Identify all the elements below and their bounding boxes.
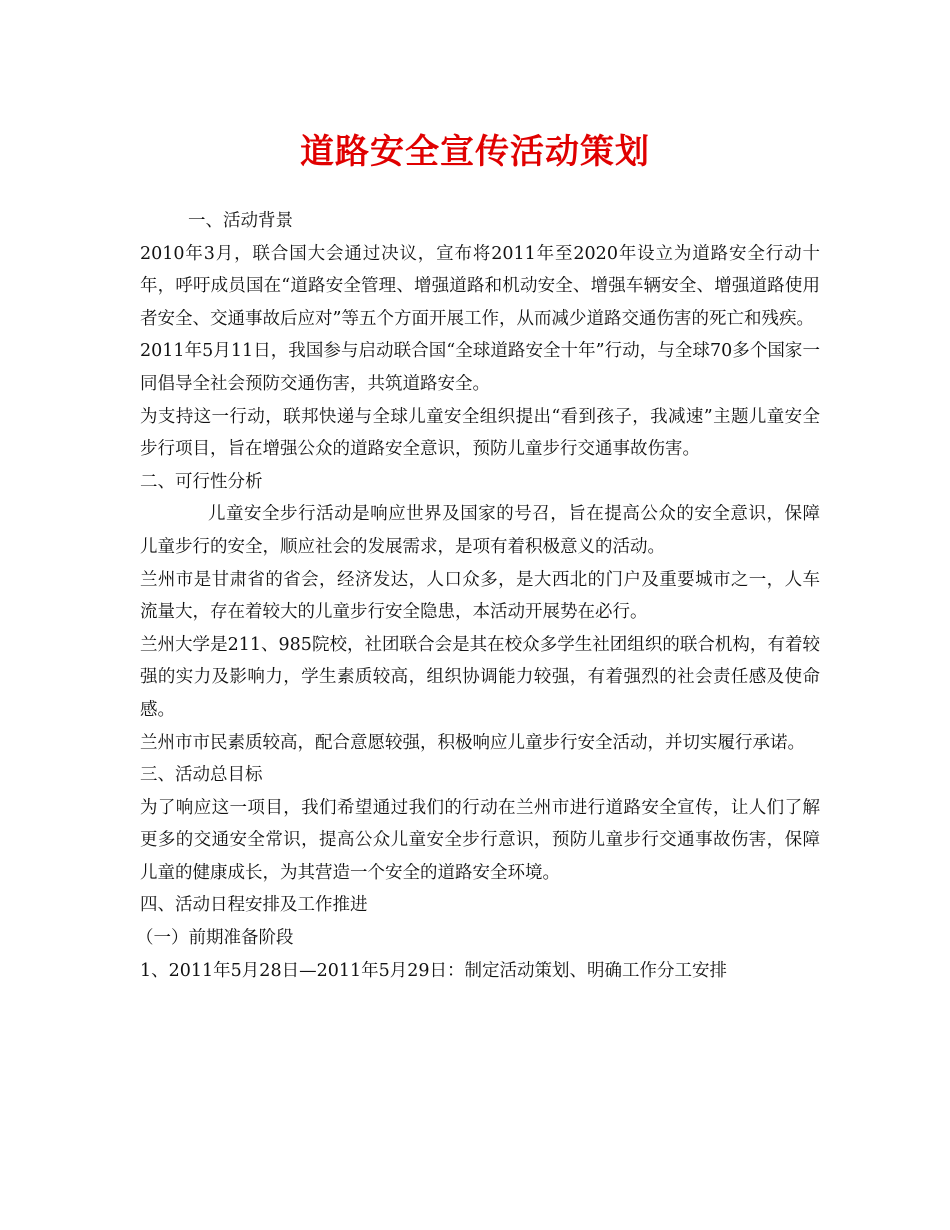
subsection-heading-preparation: （一）前期准备阶段: [136, 928, 294, 949]
section-heading-feasibility: 二、可行性分析: [140, 471, 263, 492]
paragraph: 为了响应这一项目，我们希望通过我们的行动在兰州市进行道路安全宣传，让人们了解更多的交通安全常识，提高公众儿童安全步行意识，预防儿童步行交通事故伤害，保障儿童的健康成长，为其营造一个安全的道路安全环境。: [140, 797, 820, 883]
paragraph: 兰州大学是211、985院校，社团联合会是其在校众多学生社团组织的联合机构，有着较强的实力及影响力，学生素质较高，组织协调能力较强，有着强烈的社会责任感及使命感。: [140, 634, 820, 720]
section-heading-schedule: 四、活动日程安排及工作推进: [140, 895, 368, 916]
section-heading-background: 一、活动背景: [188, 211, 293, 231]
document-body: [136, 205, 820, 987]
section-heading-goal: 三、活动总目标: [140, 765, 263, 786]
paragraph: 2011年5月11日，我国参与启动联合国“全球道路安全十年”行动，与全球70多个国家一同倡导全社会预防交通伤害，共筑道路安全。: [140, 341, 820, 394]
paragraph: 兰州市市民素质较高，配合意愿较强，积极响应儿童步行安全活动，并切实履行承诺。: [140, 732, 805, 753]
schedule-item: 1、2011年5月28日—2011年5月29日：制定活动策划、明确工作分工安排: [140, 960, 728, 981]
paragraph: 兰州市是甘肃省的省会，经济发达，人口众多，是大西北的门户及重要城市之一，人车流量大，存在着较大的儿童步行安全隐患，本活动开展势在必行。: [140, 569, 820, 623]
paragraph: 为支持这一行动，联邦快递与全球儿童安全组织提出“看到孩子，我减速”主题儿童安全步行项目，旨在增强公众的道路安全意识，预防儿童步行交通事故伤害。: [140, 406, 820, 460]
document-title: 道路安全宣传活动策划: [300, 132, 650, 172]
paragraph: 儿童安全步行活动是响应世界及国家的号召，旨在提高公众的安全意识，保障儿童步行的安全，顺应社会的发展需求，是项有着积极意义的活动。: [140, 504, 820, 557]
paragraph: 2010年3月，联合国大会通过决议，宣布将2011年至2020年设立为道路安全行动十年，呼吁成员国在“道路安全管理、增强道路和机动安全、增强车辆安全、增强道路使用者安全、交通事故后应对”等五个方面开展工作，从而减少道路交通伤害的死亡和残疾。: [140, 243, 820, 329]
